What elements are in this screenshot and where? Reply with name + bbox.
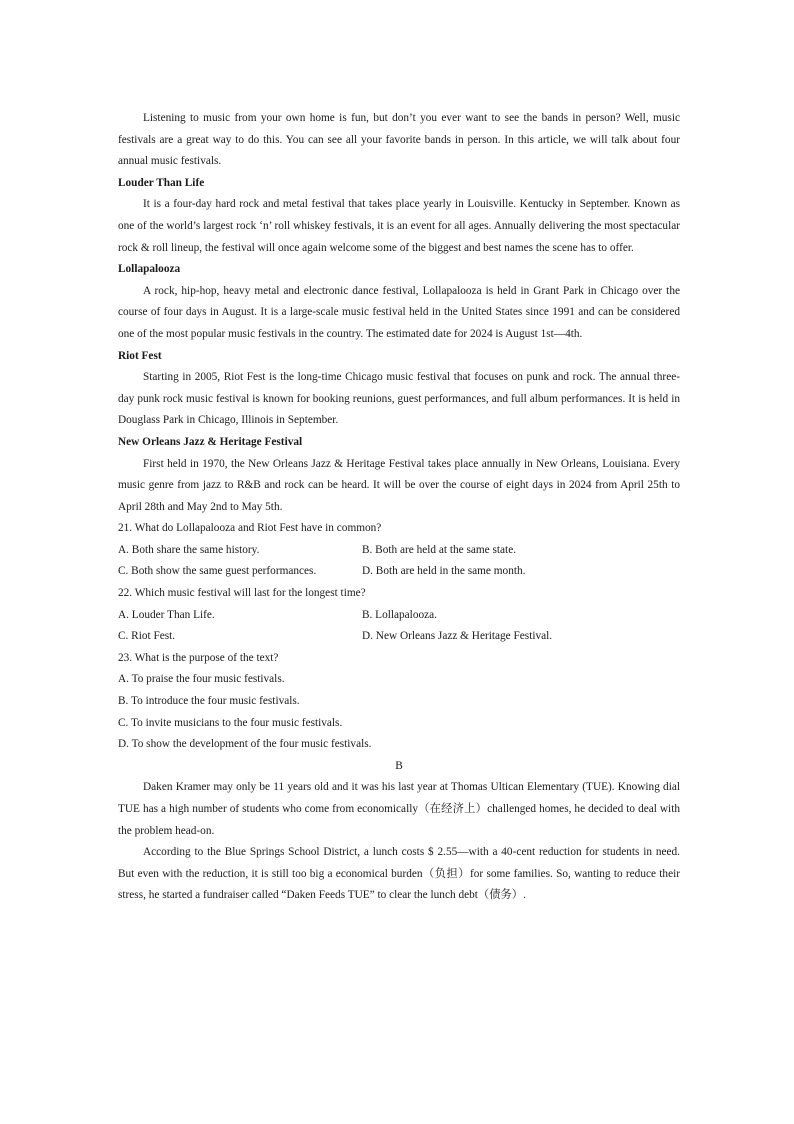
question-23-option-d: D. To show the development of the four music festivals. bbox=[118, 738, 372, 751]
question-21-option-d: D. Both are held in the same month. bbox=[362, 565, 526, 578]
question-22-stem: 22. Which music festival will last for the longest time? bbox=[118, 587, 366, 600]
festival-text-louder-than-life: It is a four-day hard rock and metal festival that takes place yearly in Louisville. Kentucky in September. Known as one of the world’s largest rock ‘n’ roll whiskey festivals, it is an event for all ages. Annually delivering the most spectacular rock & roll lineup, the festival will once again welcome some of the biggest and best names the scene has to offer. bbox=[118, 198, 680, 254]
festival-heading-new-orleans-jazz: New Orleans Jazz & Heritage Festival bbox=[118, 435, 303, 448]
question-21-options-row-2 bbox=[118, 561, 680, 583]
festival-text-new-orleans-jazz: First held in 1970, the New Orleans Jazz & Heritage Festival takes place annually in New Orleans, Louisiana. Every music genre from jazz to R&B and rock can be heard. It will be over the course of eight days in 2024 from April 25th to April 28th and May 2nd to May 5th. bbox=[118, 457, 680, 513]
question-23-option-b: B. To introduce the four music festivals. bbox=[118, 695, 300, 708]
question-21-option-c: C. Both show the same guest performances. bbox=[118, 565, 317, 578]
question-21-options-row-1 bbox=[118, 540, 680, 562]
festival-text-riot-fest: Starting in 2005, Riot Fest is the long-time Chicago music festival that focuses on punk and rock. The annual three-day punk rock music festival is known for booking reunions, guest performances, and full album performances. It is held in Douglass Park in Chicago, Illinois in September. bbox=[118, 371, 680, 427]
question-21-option-a: A. Both share the same history. bbox=[118, 543, 260, 556]
question-22-options-row-1 bbox=[118, 605, 680, 627]
document-content bbox=[118, 108, 680, 907]
section-b-paragraph-2: According to the Blue Springs School District, a lunch costs $ 2.55—with a 40-cent reduction for students in need. But even with the reduction, it is still too big a economical burden（负担）for some families. So, wanting to reduce their stress, he started a fundraiser called “Daken Feeds TUE” to clear the lunch debt（债务）. bbox=[118, 846, 680, 902]
section-b-paragraph-1: Daken Kramer may only be 11 years old and it was his last year at Thomas Ultican Elementary (TUE). Knowing dial TUE has a high number of students who come from economically（在经济上）challenged homes, he decided to deal with the problem head-on. bbox=[118, 781, 680, 837]
question-22-option-d: D. New Orleans Jazz & Heritage Festival. bbox=[362, 630, 553, 643]
question-23-option-a: A. To praise the four music festivals. bbox=[118, 673, 285, 686]
question-22-option-b: B. Lollapalooza. bbox=[362, 608, 437, 621]
section-b-label: B bbox=[395, 759, 403, 772]
festival-heading-riot-fest: Riot Fest bbox=[118, 349, 162, 362]
question-23-stem: 23. What is the purpose of the text? bbox=[118, 651, 279, 664]
festival-text-lollapalooza: A rock, hip-hop, heavy metal and electronic dance festival, Lollapalooza is held in Grant Park in Chicago over the course of four days in August. It is a large-scale music festival held in the United States since 1991 and can be considered one of the most popular music festivals in the country. The estimated date for 2024 is August 1st—4th. bbox=[118, 284, 680, 340]
question-22-option-c: C. Riot Fest. bbox=[118, 630, 176, 643]
intro-paragraph: Listening to music from your own home is fun, but don’t you ever want to see the bands in person? Well, music festivals are a great way to do this. You can see all your favorite bands in person. In this article, we will talk about four annual music festivals. bbox=[118, 112, 680, 168]
festival-heading-lollapalooza: Lollapalooza bbox=[118, 263, 181, 276]
festival-heading-louder-than-life: Louder Than Life bbox=[118, 176, 205, 189]
question-22-option-a: A. Louder Than Life. bbox=[118, 608, 215, 621]
question-21-stem: 21. What do Lollapalooza and Riot Fest have in common? bbox=[118, 522, 382, 535]
question-21-option-b: B. Both are held at the same state. bbox=[362, 543, 517, 556]
question-23-option-c: C. To invite musicians to the four music festivals. bbox=[118, 716, 343, 729]
question-22-options-row-2 bbox=[118, 626, 680, 648]
